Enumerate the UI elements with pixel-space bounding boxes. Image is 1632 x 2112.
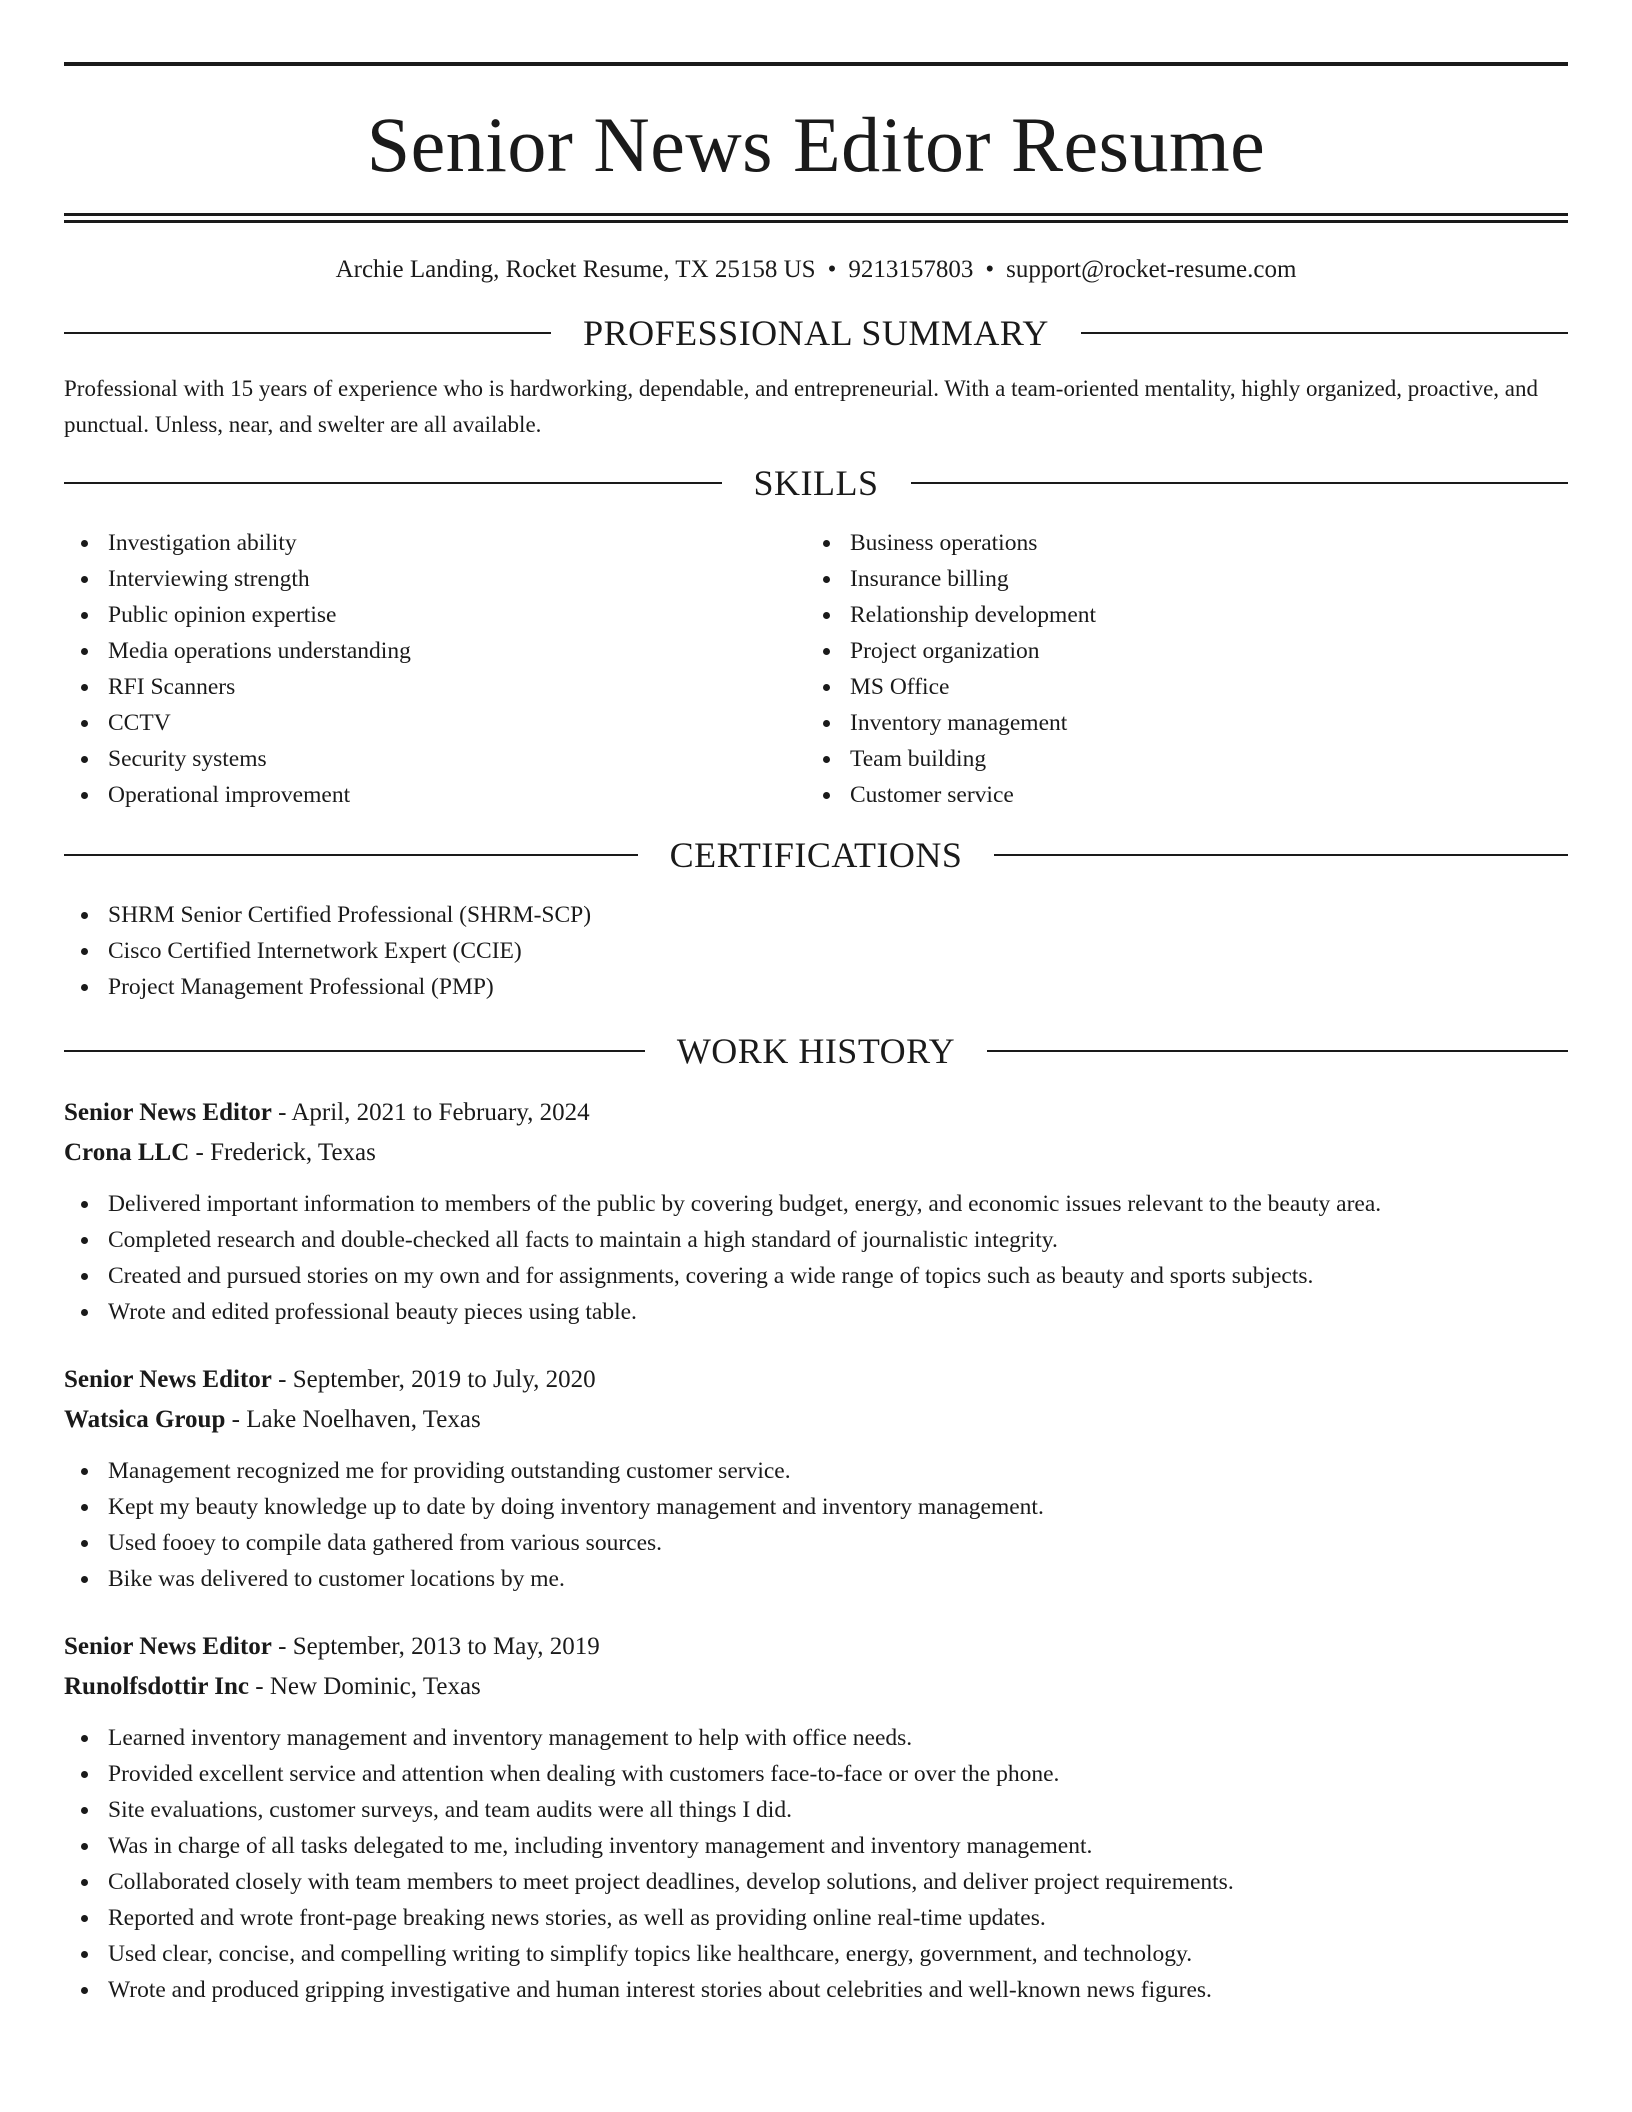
job-company-line: Watsica Group - Lake Noelhaven, Texas bbox=[64, 1406, 481, 1433]
skill-item: Insurance billing bbox=[850, 561, 1548, 597]
resume-title: Senior News Editor Resume bbox=[366, 101, 1266, 188]
skill-item: Inventory management bbox=[850, 705, 1548, 741]
job-location: New Dominic, Texas bbox=[269, 1673, 481, 1700]
divider-line bbox=[64, 1050, 645, 1052]
skills-grid bbox=[64, 525, 1568, 813]
skills-right-list bbox=[806, 525, 1548, 813]
divider-line bbox=[64, 482, 722, 484]
certifications-section-header bbox=[64, 835, 1568, 875]
job-bullet: Used clear, concise, and compelling writing to simplify topics like healthcare, energy, government, and technology. bbox=[108, 1936, 1568, 1972]
job-bullet: Wrote and produced gripping investigative and human interest stories about celebrities and well-known news figures. bbox=[108, 1972, 1568, 2008]
job-location: Lake Noelhaven, Texas bbox=[246, 1406, 481, 1433]
job-title-line: Senior News Editor - April, 2021 to February, 2024 bbox=[64, 1099, 590, 1126]
divider-line bbox=[1081, 332, 1568, 334]
summary-heading: PROFESSIONAL SUMMARY bbox=[583, 313, 1049, 353]
skill-item: CCTV bbox=[108, 705, 806, 741]
contact-address: Archie Landing, Rocket Resume, TX 25158 US bbox=[335, 256, 816, 283]
job-bullets bbox=[64, 1720, 1568, 2008]
contact-phone: 9213157803 bbox=[848, 256, 974, 283]
skill-item: Public opinion expertise bbox=[108, 597, 806, 633]
job-bullet: Learned inventory management and inventory management to help with office needs. bbox=[108, 1720, 1568, 1756]
skills-right-column bbox=[806, 525, 1548, 813]
job-company: Runolfsdottir Inc bbox=[64, 1673, 249, 1700]
job-title: Senior News Editor bbox=[64, 1099, 272, 1126]
job-bullet: Kept my beauty knowledge up to date by doing inventory management and inventory management. bbox=[108, 1489, 1568, 1525]
job-bullet: Provided excellent service and attention when dealing with customers face-to-face or over the phone. bbox=[108, 1756, 1568, 1792]
job-company: Watsica Group bbox=[64, 1406, 226, 1433]
job-bullets bbox=[64, 1186, 1568, 1330]
contact-separator: • bbox=[827, 256, 837, 283]
job-company: Crona LLC bbox=[64, 1139, 190, 1166]
job-title-line: Senior News Editor - September, 2019 to July, 2020 bbox=[64, 1366, 596, 1393]
summary-section-header bbox=[64, 313, 1568, 353]
job-title: Senior News Editor bbox=[64, 1633, 272, 1660]
skill-item: Team building bbox=[850, 741, 1548, 777]
job-dates: September, 2019 to July, 2020 bbox=[292, 1366, 596, 1393]
skills-left-list bbox=[64, 525, 806, 813]
skill-item: Project organization bbox=[850, 633, 1548, 669]
skills-heading: SKILLS bbox=[753, 463, 879, 503]
contact-line bbox=[64, 255, 1568, 285]
contact-email: support@rocket-resume.com bbox=[1006, 256, 1297, 283]
skill-item: Interviewing strength bbox=[108, 561, 806, 597]
divider-line bbox=[64, 854, 638, 856]
job-bullet: Reported and wrote front-page breaking news stories, as well as providing online real-time updates. bbox=[108, 1900, 1568, 1936]
job-bullet: Site evaluations, customer surveys, and team audits were all things I did. bbox=[108, 1792, 1568, 1828]
skill-item: Investigation ability bbox=[108, 525, 806, 561]
skills-left-column bbox=[64, 525, 806, 813]
job-entry bbox=[64, 1093, 1568, 1330]
job-entry bbox=[64, 1360, 1568, 1597]
divider-line bbox=[987, 1050, 1568, 1052]
job-bullet: Collaborated closely with team members to meet project deadlines, develop solutions, and deliver project requirements. bbox=[108, 1864, 1568, 1900]
job-bullet: Bike was delivered to customer locations by me. bbox=[108, 1561, 1568, 1597]
divider-line bbox=[911, 482, 1569, 484]
skill-item: Business operations bbox=[850, 525, 1548, 561]
job-location: Frederick, Texas bbox=[210, 1139, 376, 1166]
job-bullet: Management recognized me for providing outstanding customer service. bbox=[108, 1453, 1568, 1489]
divider-line bbox=[64, 332, 551, 334]
job-title-line: Senior News Editor - September, 2013 to May, 2019 bbox=[64, 1633, 600, 1660]
work-heading: WORK HISTORY bbox=[676, 1031, 956, 1071]
certification-item: Cisco Certified Internetwork Expert (CCIE) bbox=[108, 933, 1568, 969]
job-bullet: Wrote and edited professional beauty pieces using table. bbox=[108, 1294, 1568, 1330]
job-company-line: Crona LLC - Frederick, Texas bbox=[64, 1139, 376, 1166]
certifications-heading: CERTIFICATIONS bbox=[669, 835, 963, 875]
skill-item: Security systems bbox=[108, 741, 806, 777]
job-bullet: Used fooey to compile data gathered from various sources. bbox=[108, 1525, 1568, 1561]
certifications-list bbox=[64, 897, 1568, 1005]
top-rule bbox=[64, 62, 1568, 66]
certification-item: Project Management Professional (PMP) bbox=[108, 969, 1568, 1005]
job-bullet: Delivered important information to members of the public by covering budget, energy, and economic issues relevant to the beauty area. bbox=[108, 1186, 1568, 1222]
job-dates: September, 2013 to May, 2019 bbox=[292, 1633, 600, 1660]
work-section-header bbox=[64, 1031, 1568, 1071]
skill-item: MS Office bbox=[850, 669, 1548, 705]
job-title: Senior News Editor bbox=[64, 1366, 272, 1393]
job-entry bbox=[64, 1627, 1568, 2008]
title-double-rule bbox=[64, 213, 1568, 223]
resume-page bbox=[64, 62, 1568, 2008]
certification-item: SHRM Senior Certified Professional (SHRM-SCP) bbox=[108, 897, 1568, 933]
job-bullet: Was in charge of all tasks delegated to me, including inventory management and inventory management. bbox=[108, 1828, 1568, 1864]
skill-item: Relationship development bbox=[850, 597, 1548, 633]
job-company-line: Runolfsdottir Inc - New Dominic, Texas bbox=[64, 1673, 481, 1700]
divider-line bbox=[994, 854, 1568, 856]
summary-text: Professional with 15 years of experience who is hardworking, dependable, and entrepreneurial. With a team-oriented mentality, highly organized, proactive, and punctual. Unless, near, and swelter are all available. bbox=[64, 376, 1538, 437]
skill-item: Media operations understanding bbox=[108, 633, 806, 669]
job-bullet: Created and pursued stories on my own and for assignments, covering a wide range of topics such as beauty and sports subjects. bbox=[108, 1258, 1568, 1294]
skill-item: Customer service bbox=[850, 777, 1548, 813]
skills-section-header bbox=[64, 463, 1568, 503]
skill-item: RFI Scanners bbox=[108, 669, 806, 705]
contact-separator: • bbox=[985, 256, 995, 283]
job-dates: April, 2021 to February, 2024 bbox=[291, 1099, 590, 1126]
skill-item: Operational improvement bbox=[108, 777, 806, 813]
job-bullet: Completed research and double-checked all facts to maintain a high standard of journalistic integrity. bbox=[108, 1222, 1568, 1258]
job-bullets bbox=[64, 1453, 1568, 1597]
